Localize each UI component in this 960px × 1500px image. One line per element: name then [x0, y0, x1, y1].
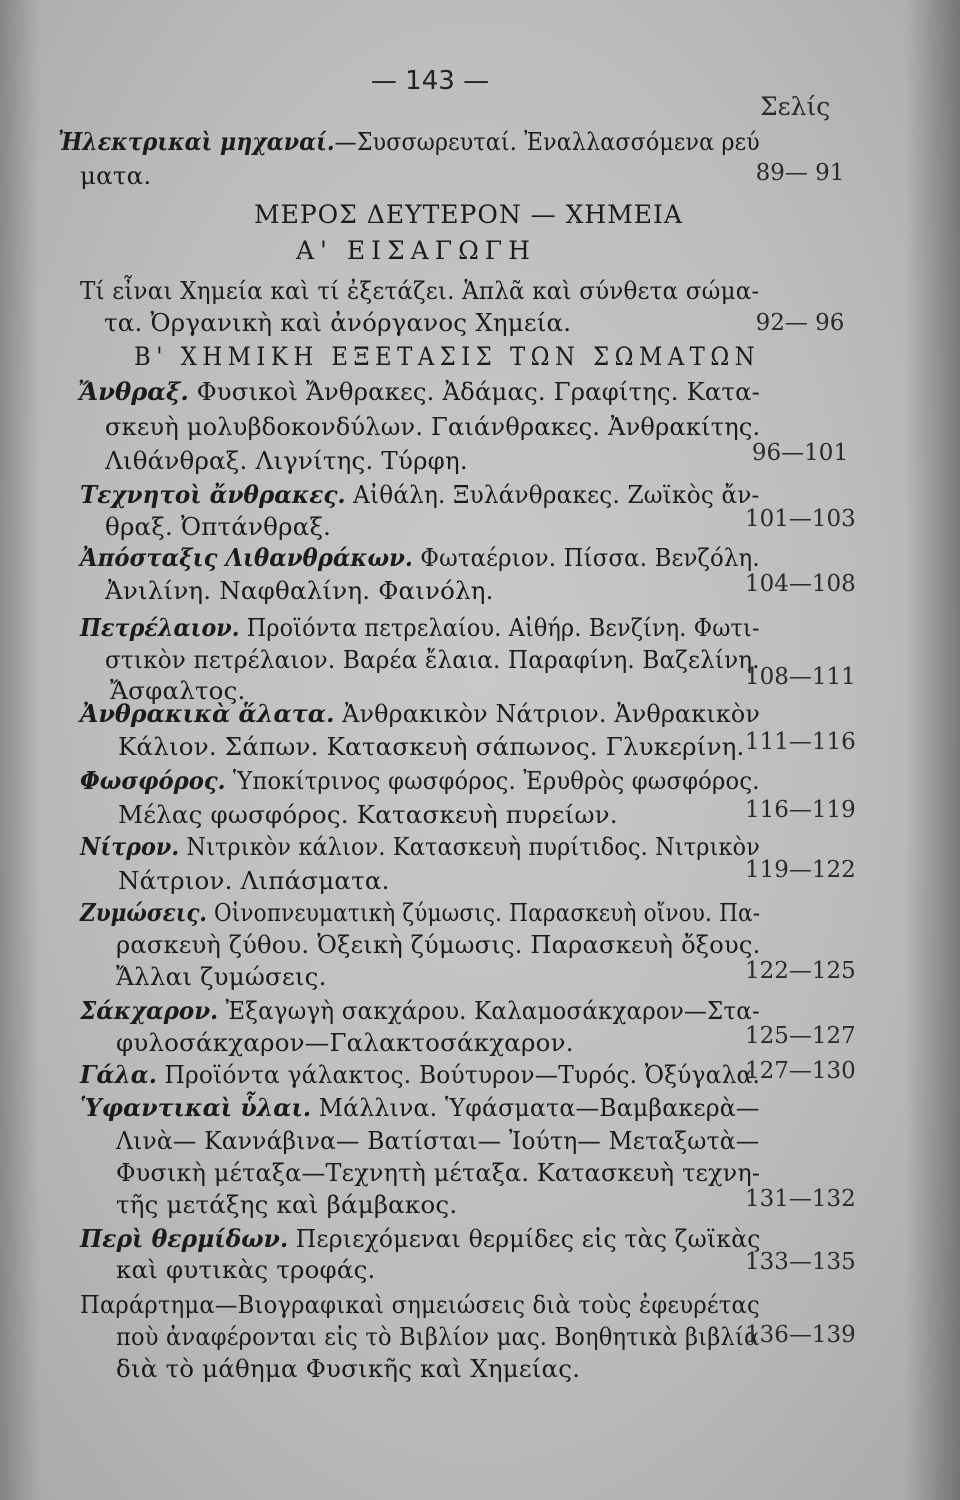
- entry-pages: 89— 91: [755, 160, 845, 186]
- toc-entry-line: [116, 1255, 376, 1285]
- entry-text: Προϊόντα γάλακτος. Βούτυρον—Τυρός. Ὀξύγαλα.: [156, 1060, 761, 1089]
- toc-entry-line: [118, 800, 618, 830]
- entry-text: Οἰνοπνευματικὴ ζύμωσις. Παρασκευὴ οἴνου. Πα-: [206, 898, 761, 927]
- toc-entry-line: [116, 1190, 457, 1220]
- entry-text: Ἄσφαλτος.: [110, 676, 246, 705]
- entry-heading: Φωσφόρος.: [80, 766, 226, 795]
- toc-entry-line: [116, 962, 327, 992]
- entry-heading: Γάλα.: [80, 1060, 157, 1089]
- entry-text: Λιθάνθραξ. Λιγνίτης. Τύρφη.: [105, 446, 468, 475]
- page-shadow-right: [905, 0, 960, 1500]
- entry-text: Ἐξαγωγὴ σακχάρου. Καλαμοσάκχαρον—Στα-: [218, 996, 760, 1025]
- toc-entry-line: [116, 1158, 760, 1188]
- entry-text: φυλοσάκχαρον—Γαλακτοσάκχαρον.: [116, 1028, 574, 1057]
- entry-heading: Ἠλεκτρικαὶ μηχαναί.: [58, 127, 335, 156]
- page-number: — 143 —: [370, 66, 490, 96]
- entry-pages: 116—119: [745, 797, 856, 823]
- entry-pages: 131—132: [745, 1186, 856, 1212]
- entry-text: σκευὴ μολυβδοκονδύλων. Γαιάνθρακες. Ἀνθρακίτης.: [105, 412, 761, 441]
- entry-heading: Πετρέλαιον.: [80, 613, 240, 642]
- entry-heading: Τεχνητοὶ ἄνθρακες.: [80, 480, 346, 509]
- entry-heading: Ἀπόσταξις Λιθανθράκων.: [80, 543, 413, 572]
- toc-entry-line: [80, 766, 760, 796]
- toc-entry-line: [116, 1028, 574, 1058]
- entry-text: Ἄλλαι ζυμώσεις.: [116, 962, 327, 991]
- entry-heading: Νίτρον.: [80, 832, 180, 861]
- toc-entry-line: [80, 832, 760, 862]
- pages-column-header: Σελίς: [760, 92, 831, 121]
- toc-entry-line: [105, 645, 760, 675]
- toc-entry-line: [118, 866, 390, 896]
- entry-heading: Ὑφαντικαὶ ὗλαι.: [80, 1093, 312, 1122]
- entry-text: καὶ φυτικὰς τροφάς.: [116, 1255, 376, 1284]
- entry-text: Λινὰ— Καννάβινα— Βατίσται— Ἰούτη— Μεταξωτὰ—: [116, 1126, 760, 1155]
- toc-entry-line: [80, 161, 151, 191]
- toc-entry-line: [105, 412, 760, 442]
- entry-text: Παράρτημα—Βιογραφικαὶ σημειώσεις διὰ τοὺς ἐφευρέτας: [80, 1290, 760, 1319]
- toc-entry-line: [80, 1093, 760, 1123]
- entry-pages: 133—135: [745, 1249, 856, 1275]
- entry-text: Ὑποκίτρινος φωσφόρος. Ἐρυθρὸς φωσφόρος.: [225, 766, 760, 795]
- entry-text: —Συσσωρευταί. Ἐναλλασσόμενα ρεύ: [334, 127, 760, 156]
- entry-text: Ἀνιλίνη. Ναφθαλίνη. Φαινόλη.: [105, 576, 494, 605]
- entry-pages: 104—108: [745, 571, 856, 597]
- entry-pages: 122—125: [745, 958, 856, 984]
- entry-text: τα. Ὀργανικὴ καὶ ἀνόργανος Χημεία.: [104, 308, 572, 337]
- entry-text: Αἰθάλη. Ξυλάνθρακες. Ζωϊκὸς ἄν-: [345, 480, 760, 509]
- entry-pages: 125—127: [745, 1023, 856, 1049]
- part-title: ΜΕΡΟΣ ΔΕΥΤΕΡΟΝ — ΧΗΜΕΙΑ: [254, 200, 683, 229]
- toc-entry-line: [80, 699, 760, 729]
- toc-entry-line: [80, 1224, 761, 1254]
- toc-entry-line: [104, 308, 571, 338]
- entry-text: Νιτρικὸν κάλιον. Κατασκευὴ πυρίτιδος. Νιτρικὸν: [179, 832, 760, 861]
- toc-entry-line: [105, 576, 494, 606]
- entry-text: ρασκευὴ ζύθου. Ὀξεικὴ ζύμωσις. Παρασκευὴ ὄξους.: [116, 930, 761, 959]
- toc-entry-line: [80, 613, 760, 643]
- entry-text: ποὺ ἀναφέρονται εἰς τὸ Βιβλίον μας. Βοηθητικὰ βιβλία: [116, 1322, 760, 1351]
- toc-entry-line: [58, 127, 760, 157]
- entry-text: θραξ. Ὀπτάνθραξ.: [105, 512, 332, 541]
- toc-entry-line: [116, 930, 760, 960]
- entry-heading: Ἄνθραξ.: [78, 377, 189, 406]
- intro-title: Α' ΕΙΣΑΓΩΓΗ: [296, 236, 536, 265]
- entry-text: Μέλας φωσφόρος. Κατασκευὴ πυρείων.: [118, 800, 618, 829]
- entry-heading: Σάκχαρον.: [80, 996, 219, 1025]
- entry-text: τῆς μετάξης καὶ βάμβακος.: [116, 1190, 458, 1219]
- entry-text: Φυσικοὶ Ἄνθρακες. Ἀδάμας. Γραφίτης. Κατα-: [188, 377, 761, 406]
- entry-text: διὰ τὸ μάθημα Φυσικῆς καὶ Χημείας.: [116, 1354, 581, 1383]
- entry-pages: 92— 96: [755, 310, 845, 336]
- toc-entry-line: [80, 996, 760, 1026]
- entry-heading: Ἀνθρακικὰ ἅλατα.: [80, 699, 335, 728]
- entry-pages: 108—111: [745, 664, 856, 690]
- chem-title: Β' ΧΗΜΙΚΗ ΕΞΕΤΑΣΙΣ ΤΩΝ ΣΩΜΑΤΩΝ: [134, 342, 761, 371]
- toc-entry-line: [80, 543, 760, 573]
- page-shadow-left: [0, 0, 40, 1500]
- toc-entry-line: [80, 1290, 760, 1320]
- toc-entry-line: [105, 512, 331, 542]
- entry-text: Μάλλινα. Ὑφάσματα—Βαμβακερὰ—: [311, 1093, 760, 1122]
- toc-entry-line: [105, 446, 468, 476]
- toc-entry-line: [80, 480, 760, 510]
- toc-entry-line: [80, 1060, 760, 1090]
- toc-entry-line: [116, 1354, 580, 1384]
- entry-pages: 101—103: [745, 506, 856, 532]
- entry-text: στικὸν πετρέλαιον. Βαρέα ἔλαια. Παραφίνη. Βαζελίνη.: [105, 645, 760, 674]
- entry-pages: 96—101: [751, 440, 849, 466]
- entry-pages: 127—130: [745, 1058, 856, 1084]
- entry-pages: 136—139: [745, 1322, 856, 1348]
- toc-entry-line: [116, 1126, 759, 1156]
- toc-entry-line: [80, 276, 759, 306]
- toc-entry-line: [116, 1322, 759, 1352]
- toc-entry-line: [78, 377, 760, 407]
- entry-pages: 119—122: [745, 857, 856, 883]
- entry-pages: 111—116: [745, 729, 856, 755]
- entry-heading: Περὶ θερμίδων.: [80, 1224, 289, 1253]
- entry-text: Ἀνθρακικὸν Νάτριον. Ἀνθρακικὸν: [334, 699, 761, 728]
- entry-text: ματα.: [80, 161, 152, 190]
- entry-text: Φωταέριον. Πίσσα. Βενζόλη.: [412, 543, 760, 572]
- toc-entry-line: [80, 898, 760, 928]
- entry-text: Περιεχόμεναι θερμίδες εἰς τὰς ζωϊκὰς: [288, 1224, 761, 1253]
- entry-text: Νάτριον. Λιπάσματα.: [118, 866, 390, 895]
- entry-text: Προϊόντα πετρελαίου. Αἰθήρ. Βενζίνη. Φωτι-: [239, 613, 760, 642]
- entry-text: Τί εἶναι Χημεία καὶ τί ἐξετάζει. Ἁπλᾶ καὶ σύνθετα σώμα-: [80, 276, 760, 305]
- entry-text: Κάλιον. Σάπων. Κατασκευὴ σάπωνος. Γλυκερίνη.: [118, 732, 745, 761]
- toc-entry-line: [118, 732, 745, 762]
- entry-heading: Ζυμώσεις.: [80, 898, 207, 927]
- entry-text: Φυσικὴ μέταξα—Τεχνητὴ μέταξα. Κατασκευὴ τεχνη-: [116, 1158, 761, 1187]
